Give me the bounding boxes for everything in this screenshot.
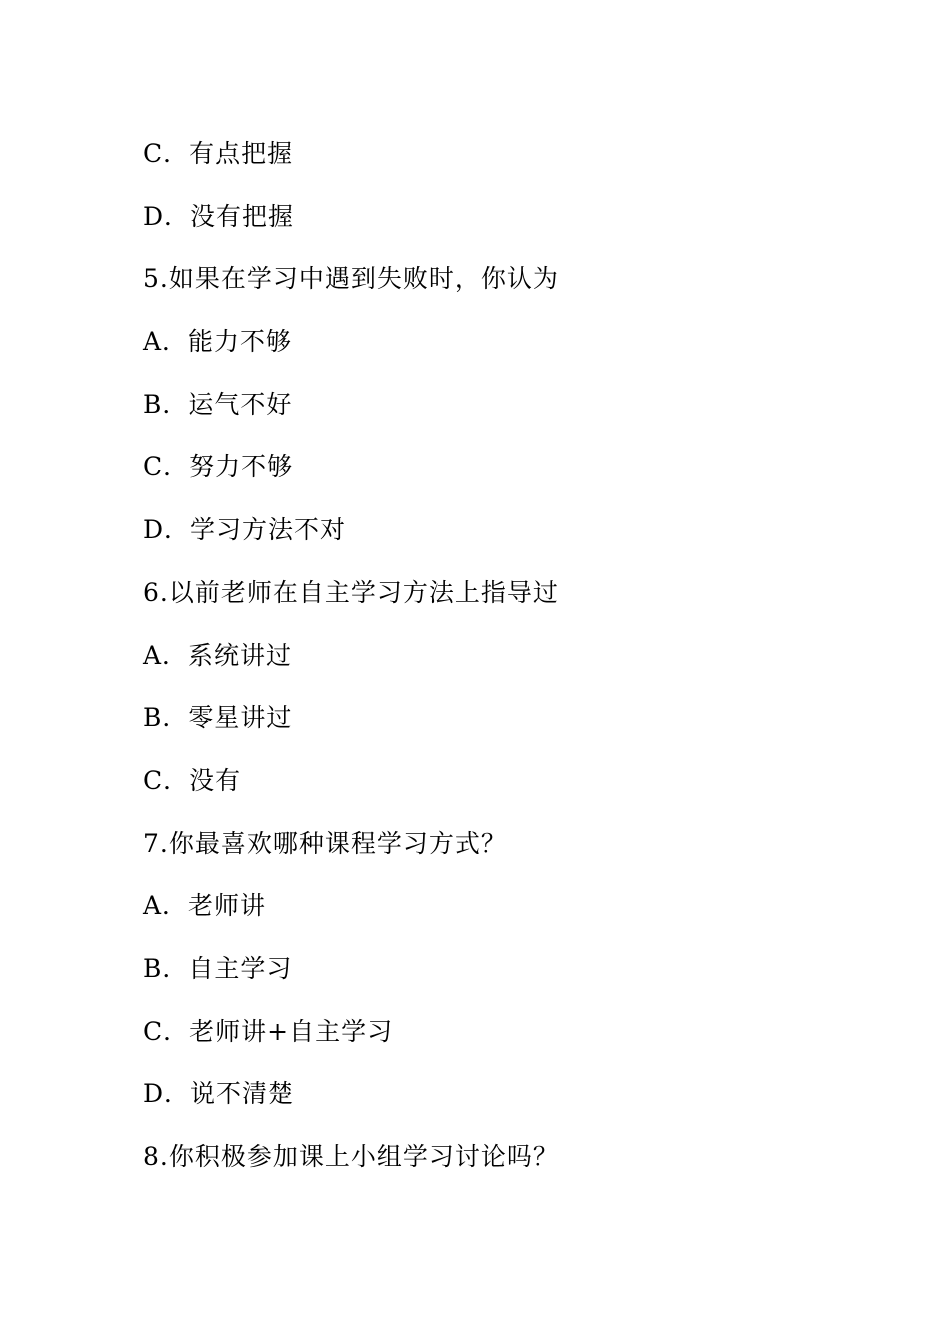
option-line: C．有点把握 (143, 139, 294, 168)
option-line: B．运气不好 (143, 389, 293, 419)
option-line: A．老师讲 (143, 891, 267, 921)
option-line: D．学习方法不对 (143, 515, 347, 545)
option-line: A．能力不够 (143, 327, 293, 357)
question-line: 7.你最喜欢哪种课程学习方式？ (143, 828, 507, 858)
questionnaire-text (143, 132, 559, 1198)
question-line: 6.以前老师在自主学习方法上指导过 (143, 577, 559, 607)
option-line: D．没有把握 (143, 201, 295, 231)
question-line: 5.如果在学习中遇到失败时，你认为 (143, 264, 559, 294)
option-line: A．系统讲过 (143, 640, 293, 670)
option-line: C．老师讲+自主学习 (143, 1016, 394, 1046)
option-line: B．零星讲过 (143, 703, 293, 733)
option-line: D．说不清楚 (143, 1079, 295, 1109)
option-line: B．自主学习 (143, 953, 293, 983)
question-line: 8.你积极参加课上小组学习讨论吗？ (143, 1142, 559, 1171)
option-line: C．没有 (143, 765, 242, 795)
option-line: C．努力不够 (143, 452, 294, 482)
